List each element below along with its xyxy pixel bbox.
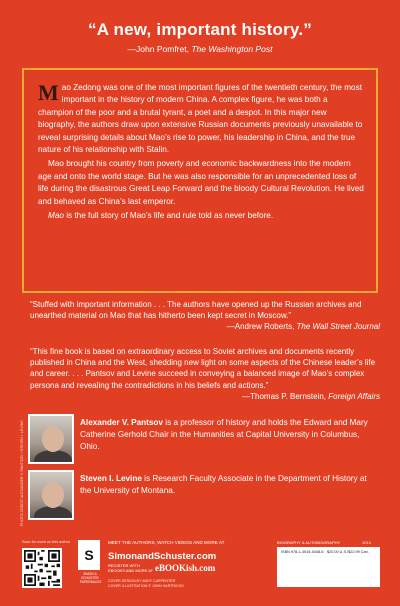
- price-code: 1013: [362, 540, 371, 545]
- review-quote-2: [30, 346, 380, 402]
- author-2-bio-text: is Research Faculty Associate in the Department of History at the University of Montana.: [80, 474, 367, 495]
- photo-credit: PHOTO CREDIT ALEXANDER V. PANTSOV / STEVEN I. LEVINE: [20, 420, 24, 526]
- description-paragraph-1-text: ao Zedong was one of the most important figures of the twentieth century, the most important in the history of modern China. A complex figure, he was both a champion of the poor and a brutal tyrant, a poet and a despot. In this major new biography, the authors draw upon extensive Russian documents previously unavailable to reveal surprising details about Mao’s rise to power, his leadership in China, and the true nature of his relationship with Stalin.: [38, 83, 363, 155]
- book-category: BIOGRAPHY & AUTOBIOGRAPHY: [277, 540, 341, 545]
- top-quote-reviewer: —John Pomfret,: [127, 44, 192, 54]
- review-1-attribution: [30, 321, 380, 332]
- description-paragraph-1: [38, 82, 364, 156]
- qr-code-icon: [24, 550, 60, 586]
- publisher-website-link[interactable]: SimonandSchuster.com: [108, 551, 217, 562]
- cover-design-credit: COVER DESIGN BY ANDY CARPENTER: [108, 579, 176, 583]
- book-description-box: [22, 68, 378, 293]
- top-review-quote: [0, 20, 400, 54]
- author-1: [28, 414, 378, 470]
- ebook-site-link[interactable]: eBOOKish.com: [155, 563, 216, 573]
- review-2-source: Foreign Affairs: [328, 391, 380, 401]
- top-quote-attribution: [0, 44, 400, 54]
- review-1-source: The Wall Street Journal: [296, 322, 380, 332]
- cover-credits: [108, 579, 184, 589]
- author-2: [28, 470, 378, 526]
- author-2-name: Steven I. Levine: [80, 474, 142, 483]
- author-1-bio: [80, 417, 380, 453]
- publisher-name: SIMON & SCHUSTER PAPERBACKS: [80, 572, 102, 584]
- isbn: ISBN 978-1-4516-5448-6: [281, 550, 324, 554]
- meet-authors-text: MEET THE AUTHORS, WATCH VIDEOS AND MORE AT: [108, 540, 225, 545]
- publisher-logo: S: [78, 540, 100, 570]
- author-1-bio-text: is a professor of history and holds the Edward and Mary Catherine Gerhold Chair in the Humanities at Capital University in Columbus, Ohio.: [80, 418, 368, 451]
- author-2-photo: [28, 470, 74, 520]
- cover-illustration-credit: COVER ILLUSTRATION © JOHN HARTRICHS: [108, 584, 184, 588]
- drop-cap: M: [38, 80, 59, 105]
- description-paragraph-3-text: is the full story of Mao’s life and rule told as never before.: [63, 211, 274, 221]
- book-title-italic: Mao: [48, 211, 64, 221]
- review-2-text: “This fine book is based on extraordinary access to Soviet archives and documents recently published in China and the West, shedding new light on some aspects of the Chinese leader’s life and career. . . . Pantsov and Levine succeed in conveying a balanced image of Mao’s complex persona and revealing the contradictions in his beliefs and actions.”: [30, 347, 376, 390]
- description-paragraph-3: [38, 210, 364, 222]
- author-2-bio: [80, 473, 380, 497]
- qr-code[interactable]: [22, 548, 62, 588]
- review-1-text: “Stuffed with important information . . . The authors have opened up the Russian archives and unearthed material on Mao that has hitherto been kept secret in Moscow.”: [30, 300, 362, 321]
- register-text: REGISTER WITH EBOOKS AND MORE AT: [108, 563, 154, 573]
- top-quote-text: “A new, important history.”: [88, 20, 312, 39]
- top-quote-source: The Washington Post: [191, 44, 273, 54]
- author-1-name: Alexander V. Pantsov: [80, 418, 163, 427]
- review-2-reviewer: —Thomas P. Bernstein,: [242, 391, 329, 401]
- review-1-reviewer: —Andrew Roberts,: [226, 322, 297, 332]
- review-quote-1: [30, 299, 380, 333]
- description-paragraph-2: Mao brought his country from poverty and economic backwardness into the modern age and onto the world stage. But he was also responsible for an unprecedented loss of life during the disastrous Great Leap Forward and the bloody Cultural Revolution. He lived and behaved as China’s last emperor.: [38, 159, 364, 206]
- barcode-box: [277, 547, 380, 587]
- price: $20.00 U.S./$22.99 Can.: [327, 550, 369, 554]
- qr-scan-label: Scan for more on this author: [22, 540, 70, 544]
- author-1-photo: [28, 414, 74, 464]
- review-2-attribution: [30, 391, 380, 402]
